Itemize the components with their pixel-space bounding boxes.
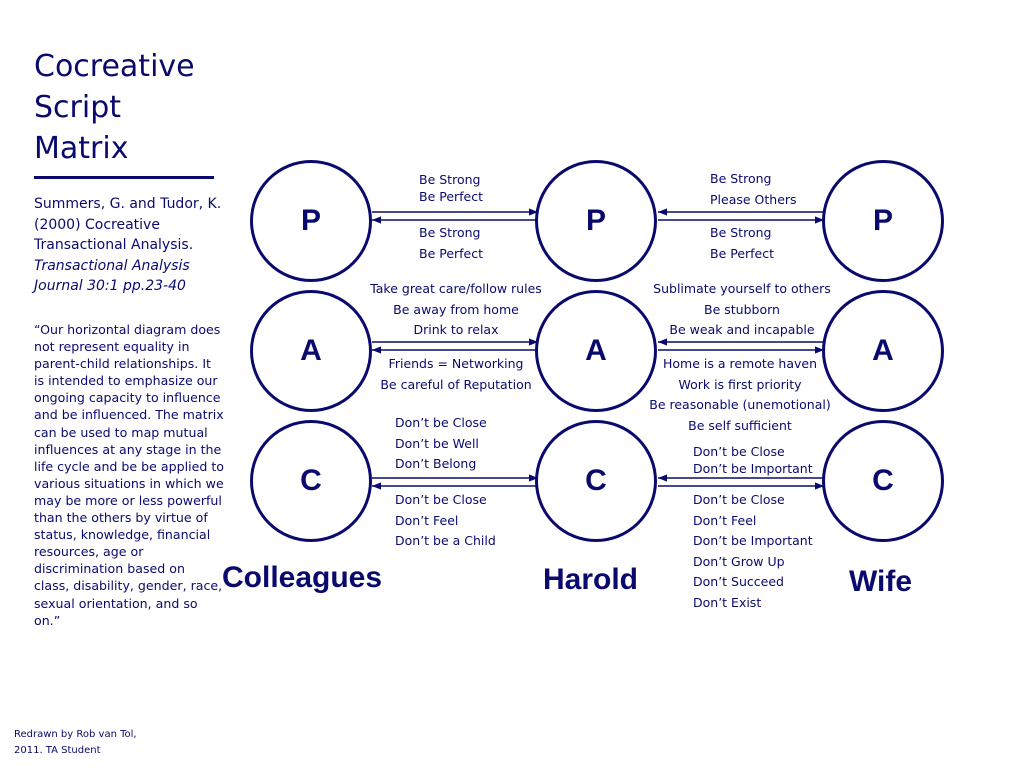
list-item: Don’t be Close [693,444,785,459]
list-item: Don’t be Close [395,492,487,507]
list-item: Don’t Grow Up [693,553,785,569]
list-item: Don’t be a Child [395,533,496,548]
list-item: Don’t be Important [693,461,813,476]
wife-child-circle: C [822,420,944,542]
label-harold: Harold [543,563,639,596]
list-item: Don’t be Well [395,435,479,451]
list-item: Don’t be Close [395,415,487,430]
list-left-adult-bottom [356,354,556,395]
list-item: Home is a remote haven [662,356,818,371]
list-left-adult-top [356,279,556,341]
list-item: Be weak and incapable [669,322,815,337]
colleagues-adult-circle: A [250,290,372,412]
title-line-2: Script [34,90,122,125]
colleagues-parent-circle: P [250,160,372,282]
list-item: Be self sufficient [688,417,792,433]
list-item: Be Strong [419,225,481,240]
list-item: Don’t be Important [693,533,813,548]
list-item: Don’t Succeed [693,574,784,589]
list-item: Be reasonable (unemotional) [649,397,831,412]
list-item: Be stubborn [704,301,780,317]
title-line-1: Cocreative [34,49,195,84]
list-item: Don’t be Close [693,492,785,507]
harold-parent-circle: P [535,160,657,282]
list-item: Drink to relax [413,322,499,337]
list-item: Be away from home [393,301,519,317]
list-item: Be Perfect [419,189,484,204]
list-item: Sublimate yourself to others [653,281,831,296]
list-item: Be Strong [710,225,772,240]
credit-line-1: Redrawn by Rob van Tol, [14,729,137,740]
list-right-parent-top [710,169,797,210]
wife-adult-circle: A [822,290,944,412]
list-item: Be Strong [419,172,481,187]
list-right-adult-bottom [640,354,840,436]
list-right-parent-bottom [710,223,774,264]
list-item: Don’t Feel [693,512,757,528]
harold-child-circle: C [535,420,657,542]
list-item: Be Perfect [710,245,775,261]
citation-text: Summers, G. and Tudor, K. (2000) Cocreative Transactional Analysis. [34,196,222,253]
list-item: Friends = Networking [388,356,524,371]
list-right-child-top [693,443,813,477]
label-wife: Wife [849,565,913,598]
list-item: Be Perfect [419,245,484,261]
list-left-child-top [395,413,487,475]
list-item: Don’t Belong [395,456,477,471]
list-item: Don’t Feel [395,512,459,528]
list-left-child-bottom [395,490,496,552]
list-left-parent-bottom [419,223,483,264]
title-line-3: Matrix [34,131,129,166]
list-item: Don’t Exist [693,594,762,610]
list-item: Be careful of Reputation [380,376,532,392]
quote-text: “Our horizontal diagram does not represent equality in parent-child relationships. It is intended to emphasize our ongoing capacity to influence and be influenced. The matrix can be used to map mutual influences at any stage in the life cycle and be be applied to various situations in which we may be more or less powerful than the others by virtue of status, knowledge, financial resources, age or discrimination based on class, disability, gender, race, sexual orientation, and so on.” [34,322,225,628]
list-item: Please Others [710,191,797,207]
list-right-adult-top [642,279,842,341]
credit-line-2: 2011. TA Student [14,745,101,756]
list-item: Take great care/follow rules [370,281,542,296]
harold-adult-circle: A [535,290,657,412]
citation-journal: Transactional Analysis Journal 30:1 pp.23-40 [34,257,190,294]
list-right-child-bottom [693,490,813,613]
list-item: Work is first priority [678,376,802,392]
label-colleagues: Colleagues [222,561,383,594]
colleagues-child-circle: C [250,420,372,542]
list-left-parent-top [419,171,483,205]
wife-parent-circle: P [822,160,944,282]
list-item: Be Strong [710,171,772,186]
